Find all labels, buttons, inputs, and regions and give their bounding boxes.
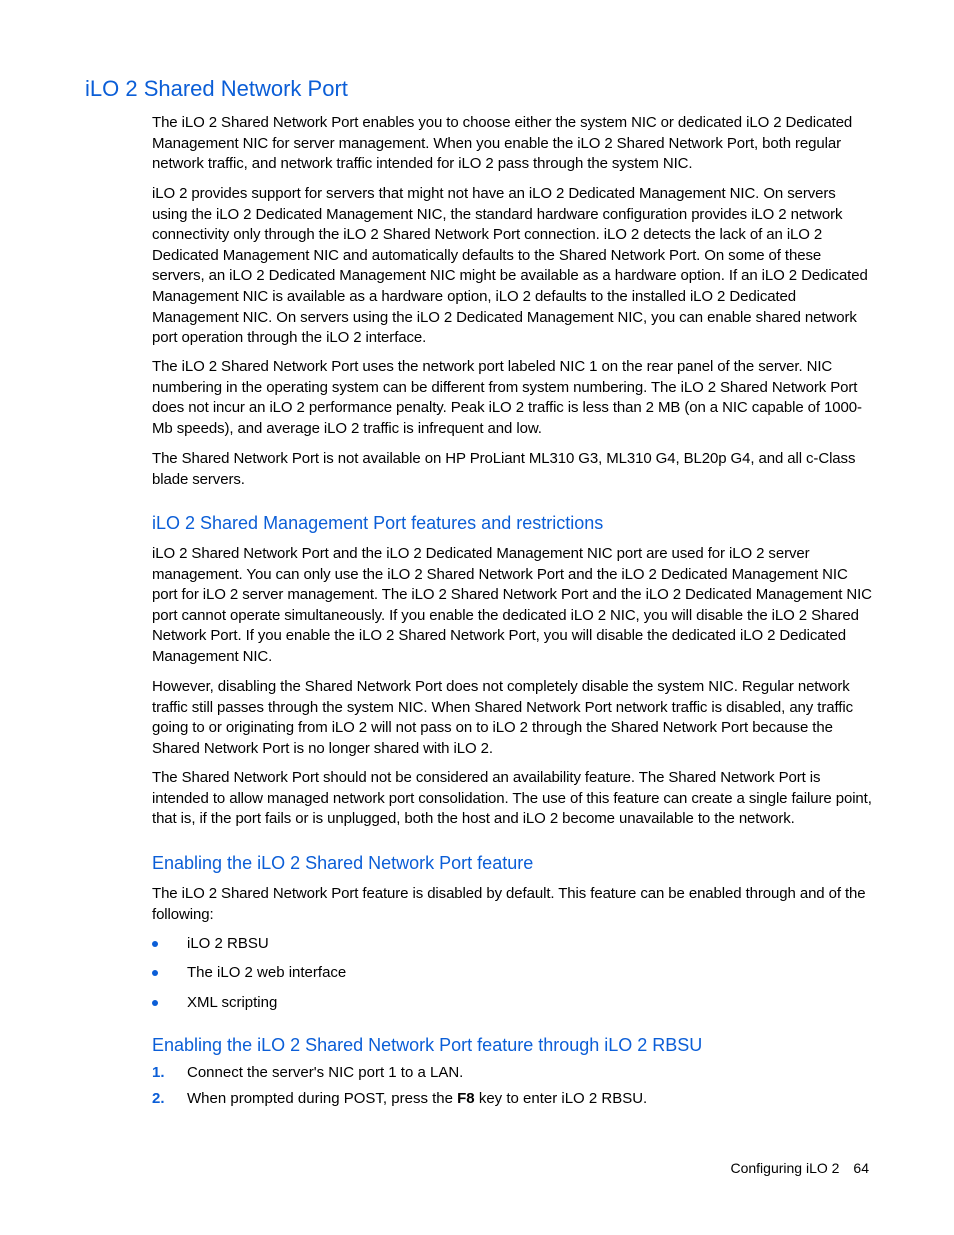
intro-paragraph-1: The iLO 2 Shared Network Port enables you to choose either the system NIC or dedicated iLO 2 Dedicated Management NIC for server management. When you enable the iLO 2 Shared Network Port, both regular network traffic, and network traffic intended for iLO 2 pass through the system NIC.: [152, 114, 853, 173]
restrictions-paragraph-3: The Shared Network Port should not be considered an availability feature. The Shared Network Port is intended to allow managed network port consolidation. The use of this feature can create a single failure point, that is, if the port fails or is unplugged, both the host and iLO 2 become unavailable to the network.: [152, 769, 872, 828]
step-text: Connect the server's NIC port 1 to a LAN.: [187, 1064, 464, 1081]
intro-paragraph-3: The iLO 2 Shared Network Port uses the network port labeled NIC 1 on the rear panel of the server. NIC numbering in the operating system can be different from system numbering. The iLO 2 Shared Network Port does not incur an iLO 2 performance penalty. Peak iLO 2 traffic is less than 2 MB (on a NIC capable of 1000-Mb speeds), and average iLO 2 traffic is infrequent and low.: [152, 358, 862, 437]
step-text-after: key to enter iLO 2 RBSU.: [474, 1090, 648, 1107]
step-text-before: When prompted during POST, press the: [187, 1090, 458, 1107]
key-label: F8: [457, 1090, 475, 1107]
step-number: 2.: [152, 1090, 165, 1107]
bullet-icon: [152, 970, 158, 976]
enabling-paragraph: The iLO 2 Shared Network Port feature is disabled by default. This feature can be enabled through and of the following:: [152, 885, 866, 923]
bullet-icon: [152, 941, 158, 947]
intro-paragraph-2: iLO 2 provides support for servers that might not have an iLO 2 Dedicated Management NIC. On servers using the iLO 2 Dedicated Management NIC, the standard hardware configuration provides iLO 2 network connectivity only through the iLO 2 Shared Network Port connection. iLO 2 detects the lack of an iLO 2 Dedicated Management NIC and automatically defaults to the Shared Network Port. On some of these servers, an iLO 2 Dedicated Management NIC might be available as a hardware option. If an iLO 2 Dedicated Management NIC is available as a hardware option, iLO 2 defaults to the installed iLO 2 Dedicated Management NIC. On servers using the iLO 2 Dedicated Management NIC, you can enable shared network port operation through the iLO 2 interface.: [152, 185, 868, 347]
rbsu-heading: Enabling the iLO 2 Shared Network Port feature through iLO 2 RBSU: [152, 1035, 703, 1055]
footer-section-title: Configuring iLO 2: [730, 1160, 840, 1176]
list-item-text: XML scripting: [187, 994, 278, 1011]
page-footer: [730, 1158, 869, 1178]
list-item-text: The iLO 2 web interface: [187, 964, 347, 981]
intro-paragraph-4: The Shared Network Port is not available on HP ProLiant ML310 G3, ML310 G4, BL20p G4, and all c-Class blade servers.: [152, 450, 856, 488]
page-number: 64: [853, 1160, 869, 1176]
restrictions-paragraph-2: However, disabling the Shared Network Port does not completely disable the system NIC. Regular network traffic still passes through the system NIC. When Shared Network Port network traffic is disabled, any traffic going to or originating from iLO 2 will not pass on to iLO 2 through the Shared Network Port because the Shared Network Port is no longer shared with iLO 2.: [152, 678, 853, 757]
step-number: 1.: [152, 1064, 165, 1081]
enabling-heading: Enabling the iLO 2 Shared Network Port feature: [152, 853, 534, 873]
restrictions-paragraph-1: iLO 2 Shared Network Port and the iLO 2 Dedicated Management NIC port are used for iLO 2 server management. You can only use the iLO 2 Shared Network Port and the iLO 2 Dedicated Management NIC port for iLO 2 server management. The iLO 2 Shared Network Port and the iLO 2 Dedicated Management NIC port cannot operate simultaneously. If you enable the dedicated iLO 2 NIC, you will disable the iLO 2 Shared Network Port. If you enable the iLO 2 Shared Network Port, you will disable the dedicated iLO 2 Dedicated Management NIC.: [152, 545, 872, 665]
list-item-text: iLO 2 RBSU: [187, 935, 269, 952]
bullet-icon: [152, 1000, 158, 1006]
step-text: [187, 1089, 647, 1109]
restrictions-heading: iLO 2 Shared Management Port features and restrictions: [152, 513, 604, 533]
page-heading: iLO 2 Shared Network Port: [85, 76, 348, 101]
